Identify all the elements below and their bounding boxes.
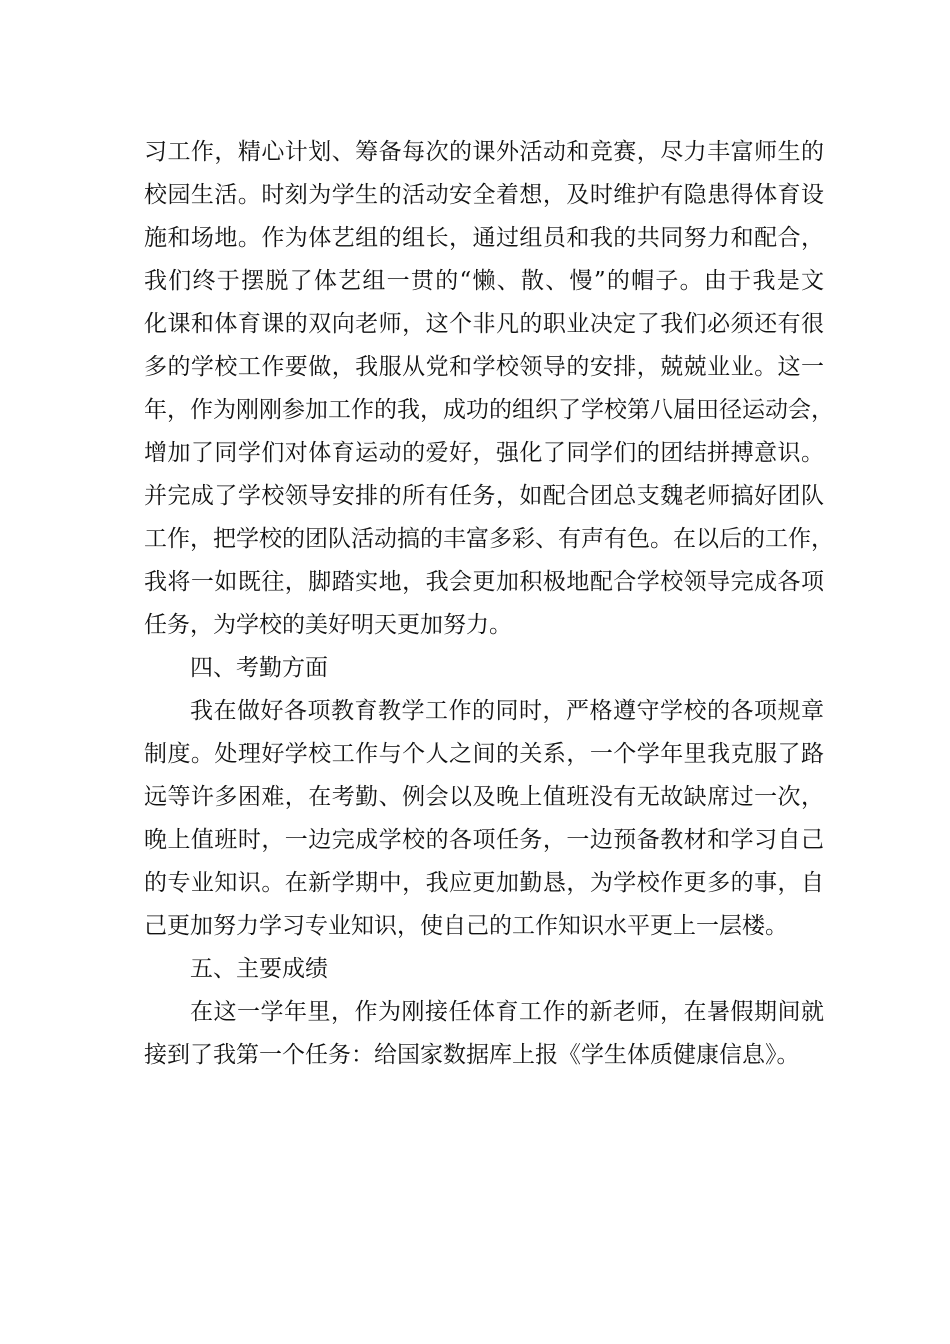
text-line: 我将一如既往，脚踏实地，我会更加积极地配合学校领导完成各项 bbox=[144, 569, 824, 595]
body-text bbox=[144, 131, 834, 1077]
text-line: 工作，把学校的团队活动搞的丰富多彩、有声有色。在以后的工作， bbox=[144, 526, 834, 552]
text-line: 化课和体育课的双向老师，这个非凡的职业决定了我们必须还有很 bbox=[144, 311, 824, 337]
text-line: 校园生活。时刻为学生的活动安全着想，及时维护有隐患得体育设 bbox=[144, 182, 824, 208]
text-line: 在这一学年里，作为刚接任体育工作的新老师，在暑假期间就 bbox=[190, 999, 824, 1025]
section-heading-attendance: 四、考勤方面 bbox=[190, 655, 328, 681]
text-line: 制度。处理好学校工作与个人之间的关系，一个学年里我克服了路 bbox=[144, 741, 824, 767]
section-heading-achievements: 五、主要成绩 bbox=[190, 956, 328, 982]
text-line: 我在做好各项教育教学工作的同时，严格遵守学校的各项规章 bbox=[190, 698, 824, 724]
text-line: 多的学校工作要做，我服从党和学校领导的安排，兢兢业业。这一 bbox=[144, 354, 824, 380]
paragraph-achievements bbox=[144, 991, 824, 1077]
text-line: 我们终于摆脱了体艺组一贯的“懒、散、慢”的帽子。由于我是文 bbox=[144, 268, 824, 294]
text-line: 施和场地。作为体艺组的组长，通过组员和我的共同努力和配合， bbox=[144, 225, 824, 251]
text-line: 增加了同学们对体育运动的爱好，强化了同学们的团结拼搏意识。 bbox=[144, 440, 824, 466]
text-line: 接到了我第一个任务：给国家数据库上报《学生体质健康信息》。 bbox=[144, 1042, 800, 1068]
text-line: 年，作为刚刚参加工作的我，成功的组织了学校第八届田径运动会， bbox=[144, 397, 834, 423]
text-line: 的专业知识。在新学期中，我应更加勤恳，为学校作更多的事，自 bbox=[144, 870, 824, 896]
text-line: 远等许多困难，在考勤、例会以及晚上值班没有无故缺席过一次， bbox=[144, 784, 824, 810]
paragraph-work-activities bbox=[144, 131, 834, 647]
text-line: 己更加努力学习专业知识，使自己的工作知识水平更上一层楼。 bbox=[144, 913, 788, 939]
paragraph-attendance bbox=[144, 690, 824, 948]
text-line: 并完成了学校领导安排的所有任务，如配合团总支魏老师搞好团队 bbox=[144, 483, 824, 509]
text-line: 任务，为学校的美好明天更加努力。 bbox=[144, 612, 512, 638]
text-line: 晚上值班时，一边完成学校的各项任务，一边预备教材和学习自己 bbox=[144, 827, 824, 853]
text-line: 习工作，精心计划、筹备每次的课外活动和竞赛，尽力丰富师生的 bbox=[144, 139, 824, 165]
